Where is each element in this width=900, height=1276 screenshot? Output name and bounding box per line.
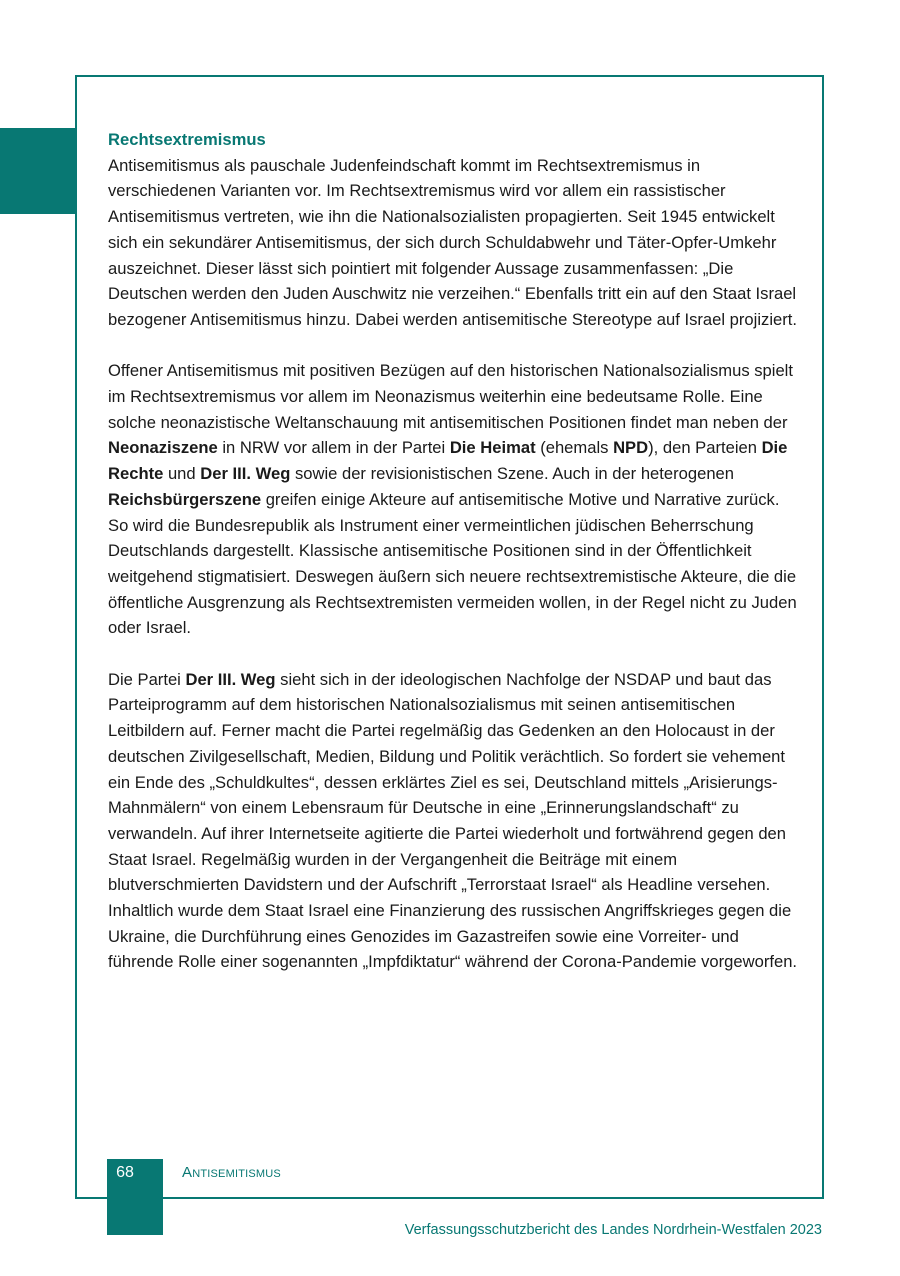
text-run: Antisemitismus als pauschale Judenfeindschaft kommt im Rechtsextremismus in verschiedenen Varianten vor. Im Rechtsextremismus wird vor allem ein rassistischer Antisemitismus vertreten, wie ihn die Nationalsozialisten propagierten. Seit 1945 entwickelt sich ein sekundärer Antisemitismus, der sich durch Schuldabwehr und Täter-Opfer-Umkehr auszeichnet. Dieser lässt sich pointiert mit folgender Aussage zusammenfassen: „Die Deutschen werden den Juden Auschwitz nie verzeihen.“ Ebenfalls tritt ein auf den Staat Israel bezogener Antisemitismus hinzu. Dabei werden antisemitische Stereotype auf Israel projiziert. [108,155,797,329]
text-run: sieht sich in der ideologischen Nachfolge der NSDAP und baut das Parteiprogramm auf dem historischen Nationalsozialismus mit seinen antisemitischen Leitbildern auf. Ferner macht die Partei regelmäßig das Gedenken an den Holocaust in der deutschen Zivilgesellschaft, Medien, Bildung und Politik verächtlich. So fordert sie vehement ein Ende des „Schuldkultes“, dessen erklärtes Ziel es sei, Deutschland mittels „Arisierungs-Mahnmälern“ von einem Lebensraum für Deutsche in eine „Erinnerungslandschaft“ zu verwandeln. Auf ihrer Internetseite agitierte die Partei wiederholt und fortwährend gegen den Staat Israel. Regelmäßig wurden in der Vergangenheit die Beiträge mit einem blutverschmierten Davidstern und der Aufschrift „Terrorstaat Israel“ als Headline versehen. Inhaltlich wurde dem Staat Israel eine Finanzierung des russischen Angriffskrieges gegen die Ukraine, die Durchführung eines Genozides im Gazastreifen sowie eine Vorreiter- und führende Rolle einer sogenannten „Impfdiktatur“ während der Corona-Pandemie vorgeworfen. [108,669,798,972]
text-run: sowie der revisionistischen Szene. Auch in der heterogenen [290,464,735,484]
text-run: (ehemals [535,438,614,458]
bold-term: Die Heimat [449,438,536,458]
text-run: Die Partei [108,669,186,689]
paragraph-1 [108,153,798,333]
bold-term: Der III. Weg [200,464,291,484]
bold-term: Der III. Weg [185,669,276,689]
paragraph-2 [108,358,798,641]
bold-term: NPD [613,438,649,458]
text-run: Offener Antisemitismus mit positiven Bezügen auf den historischen Nationalsozialismus spielt im Rechtsextremismus vor allem im Neonazismus weiterhin eine bedeutsame Rolle. Eine solche neonazistische Weltanschauung mit antisemitischen Positionen findet man neben der [108,361,793,432]
bold-term: Reichsbürgerszene [108,489,262,509]
accent-block [0,128,77,214]
text-run: und [163,464,201,484]
bold-term: Die Rechte [108,438,788,484]
page-number: 68 [116,1164,134,1181]
text-run: in NRW vor allem in der Partei [217,438,450,458]
bold-term: Neonaziszene [108,438,218,458]
section-heading: Rechtsextremismus [108,130,266,149]
paragraph-3 [108,667,798,975]
section-label: Antisemitismus [182,1164,281,1181]
text-run: greifen einige Akteure auf antisemitische Motive und Narrative zurück. So wird die Bundesrepublik als Instrument einer vermeintlichen jüdischen Beherrschung Deutschlands dargestellt. Klassische antisemitische Positionen sind in der Öffentlichkeit weitgehend stigmatisiert. Deswegen äußern sich neuere rechtsextremistische Akteure, die die öffentliche Ausgrenzung als Rechtsextremisten vermeiden wollen, in der Regel nicht zu Juden oder Israel. [108,489,797,638]
text-run: ), den Parteien [648,438,762,458]
publication-title: Verfassungsschutzbericht des Landes Nordrhein-Westfalen 2023 [404,1222,822,1238]
article-body [108,127,798,975]
